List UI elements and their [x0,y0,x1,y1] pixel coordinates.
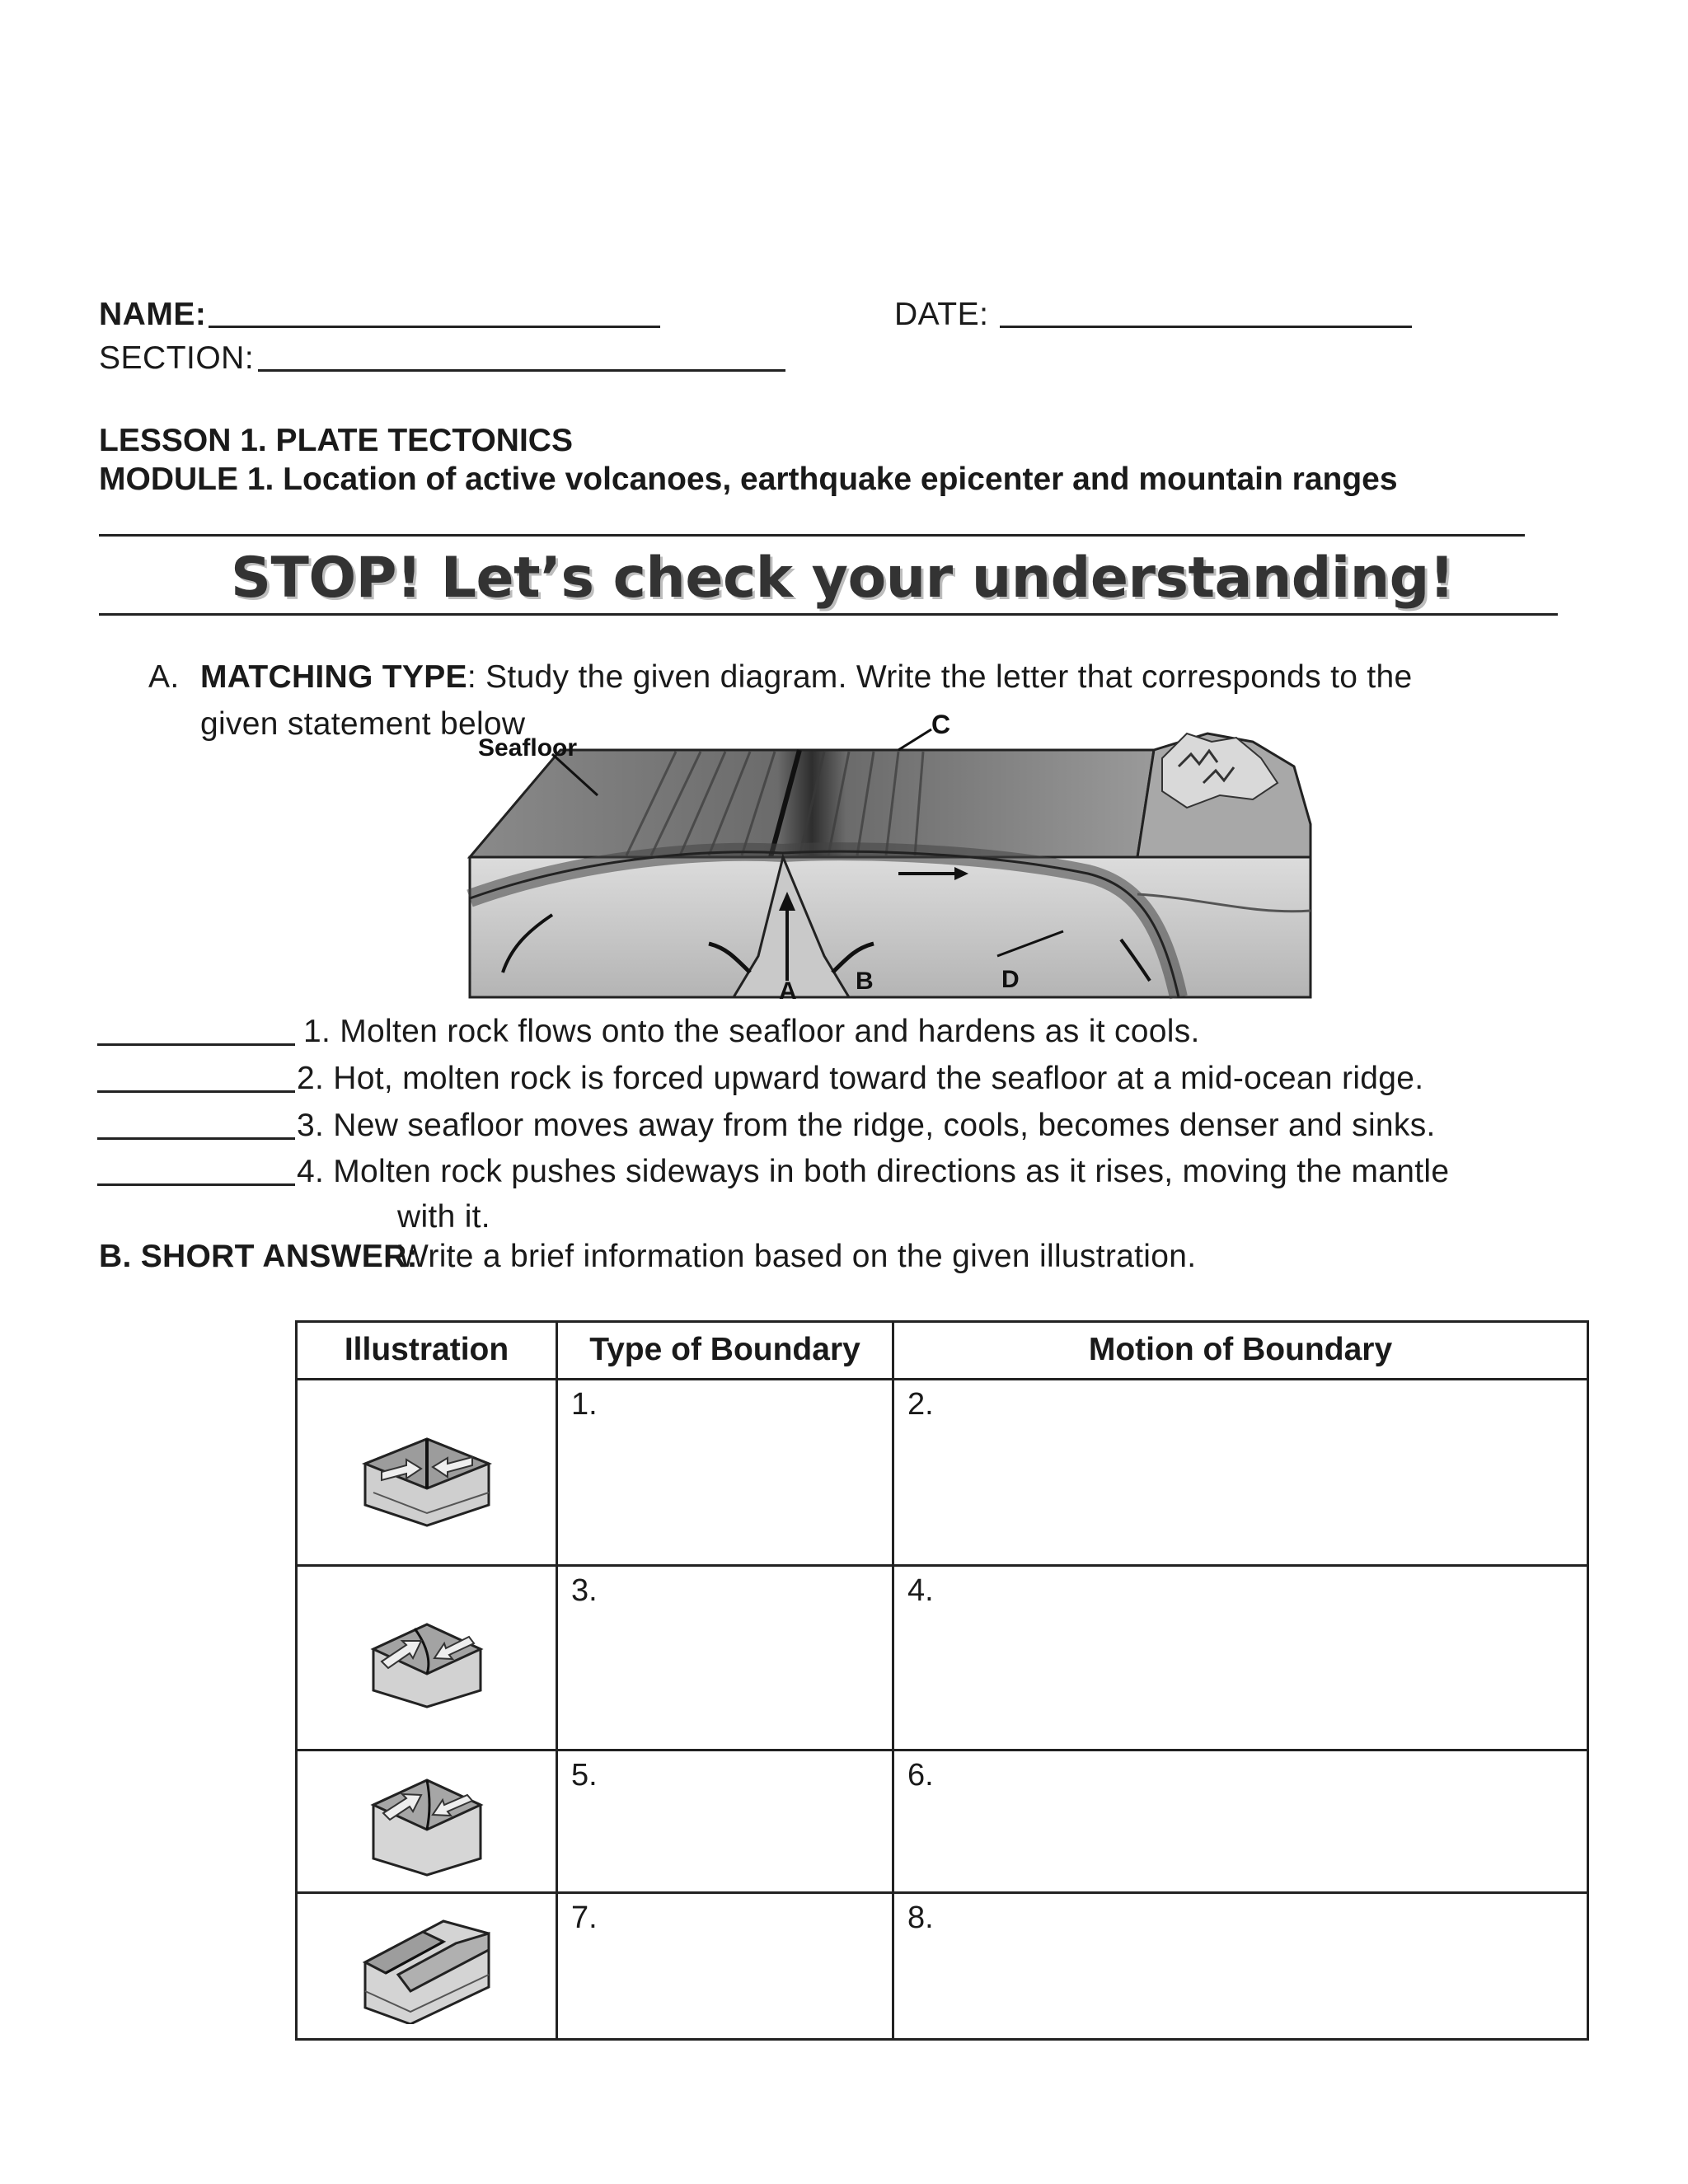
label-a: A [779,977,797,1005]
motion-cell[interactable]: 4. [893,1565,1588,1750]
table-row [297,1565,1588,1750]
table-row [297,1893,1588,2040]
type-cell[interactable]: 7. [557,1893,893,2040]
matching-item-1: 1. Molten rock flows onto the seafloor and hardens as it cools. [303,1014,1200,1049]
answer-blank-1[interactable] [97,1043,295,1046]
subduction-boundary-illustration [365,1764,489,1879]
table-header-row [297,1322,1588,1380]
lesson-title: LESSON 1. PLATE TECTONICS [99,423,573,458]
section-blank[interactable] [258,369,785,372]
name-blank[interactable] [209,326,660,328]
name-label: NAME: [99,297,207,332]
matching-item-4-cont: with it. [397,1199,490,1235]
motion-cell[interactable]: 6. [893,1750,1588,1893]
part-a-heading [200,659,1413,696]
answer-blank-4[interactable] [97,1183,295,1186]
answer-blank-3[interactable] [97,1137,295,1140]
part-a-instruction-2: given statement below [200,706,526,742]
illustration-cell [297,1893,557,2040]
motion-cell[interactable]: 8. [893,1893,1588,2040]
part-a-marker: A. [148,659,180,695]
part-b-instruction: Write a brief information based on the given illustration. [398,1239,1197,1274]
illustration-cell [297,1565,557,1750]
matching-item-4: 4. Molten rock pushes sideways in both directions as it rises, moving the mantle [297,1154,1450,1189]
motion-cell[interactable]: 2. [893,1379,1588,1565]
part-a-title: MATCHING TYPE [200,659,467,695]
matching-item-2: 2. Hot, molten rock is forced upward toward the seafloor at a mid-ocean ridge. [297,1061,1424,1096]
section-label: SECTION: [99,340,255,376]
stop-banner: STOP! Let’s check your understanding! [231,546,1455,611]
divergent-boundary-illustration [357,1414,497,1530]
date-blank[interactable] [1000,326,1412,328]
column-header-illustration: Illustration [297,1322,557,1380]
table-row [297,1750,1588,1893]
illustration-cell [297,1750,557,1893]
label-d: D [1001,966,1020,993]
type-cell[interactable]: 5. [557,1750,893,1893]
seafloor-label: Seafloor [478,734,578,762]
label-c: C [931,710,951,739]
answer-blank-2[interactable] [97,1090,295,1093]
divider-banner [99,613,1558,616]
column-header-type: Type of Boundary [557,1322,893,1380]
part-a-instruction: : Study the given diagram. Write the letter that corresponds to the [467,659,1413,695]
divider-top [99,534,1525,537]
module-title: MODULE 1. Location of active volcanoes, earthquake epicenter and mountain ranges [99,462,1398,497]
table-row [297,1379,1588,1565]
matching-item-3: 3. New seafloor moves away from the ridge, cools, becomes denser and sinks. [297,1108,1436,1143]
transform-boundary-illustration [357,1909,497,2024]
short-answer-table [295,1320,1589,2041]
column-header-motion: Motion of Boundary [893,1322,1588,1380]
part-b-title: B. SHORT ANSWER: [99,1239,418,1274]
date-label: DATE: [894,297,989,332]
label-b: B [856,968,874,995]
type-cell[interactable]: 1. [557,1379,893,1565]
seafloor-spreading-diagram [462,709,1319,1005]
type-cell[interactable]: 3. [557,1565,893,1750]
convergent-boundary-illustration [365,1604,489,1711]
illustration-cell [297,1379,557,1565]
